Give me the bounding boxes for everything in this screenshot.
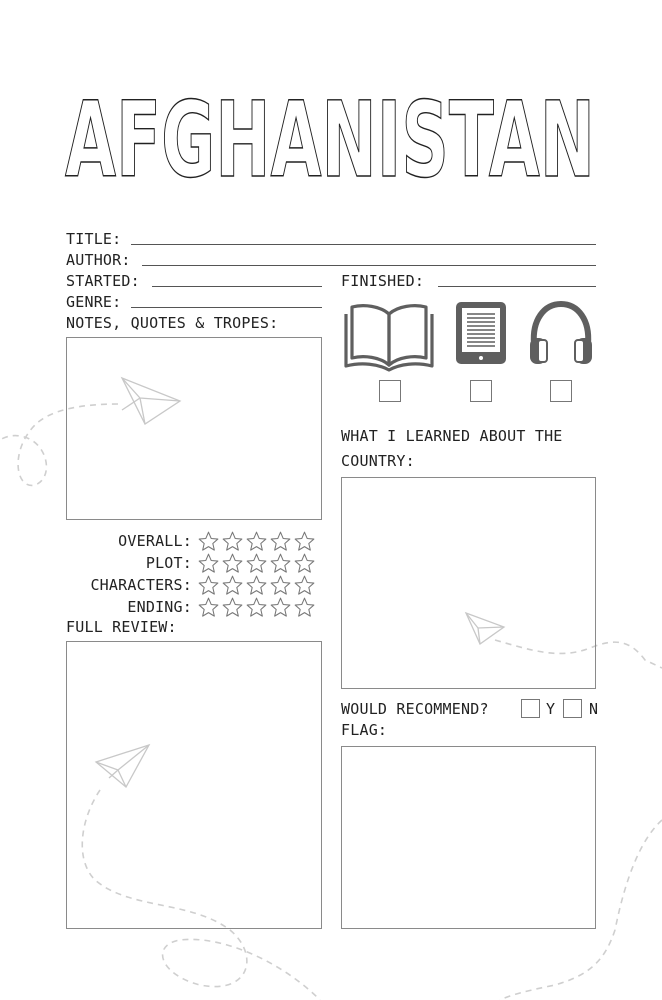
- learned-label-line1: WHAT I LEARNED ABOUT THE: [341, 427, 563, 445]
- star-icon[interactable]: [294, 575, 315, 596]
- rating-label: PLOT:: [145, 554, 192, 572]
- rating-row: [66, 530, 326, 552]
- finished-label: FINISHED:: [341, 272, 425, 290]
- star-icon[interactable]: [222, 553, 243, 574]
- genre-field[interactable]: [131, 307, 322, 308]
- rating-label: OVERALL:: [118, 532, 192, 550]
- book-icon: [344, 300, 434, 372]
- learned-label-line2: COUNTRY:: [341, 452, 415, 470]
- format-ereader-checkbox[interactable]: [470, 380, 492, 402]
- page-title: [60, 92, 600, 188]
- rating-row: [66, 596, 326, 618]
- title-field[interactable]: [131, 244, 596, 245]
- star-icon[interactable]: [246, 575, 267, 596]
- star-icon[interactable]: [222, 575, 243, 596]
- full-review-label: FULL REVIEW:: [66, 618, 177, 636]
- flag-box[interactable]: [341, 746, 596, 929]
- author-field[interactable]: [142, 265, 596, 266]
- star-icon[interactable]: [198, 575, 219, 596]
- rating-stars: [198, 553, 315, 574]
- recommend-label: WOULD RECOMMEND?: [341, 700, 489, 718]
- star-icon[interactable]: [270, 553, 291, 574]
- recommend-no-label: N: [589, 700, 599, 718]
- recommend-yes-label: Y: [546, 700, 556, 718]
- star-icon[interactable]: [198, 531, 219, 552]
- star-icon[interactable]: [270, 597, 291, 618]
- star-icon[interactable]: [246, 553, 267, 574]
- rating-row: [66, 552, 326, 574]
- learned-box[interactable]: [341, 477, 596, 689]
- author-label: AUTHOR:: [66, 251, 131, 269]
- flag-label: FLAG:: [341, 721, 388, 739]
- star-icon[interactable]: [222, 597, 243, 618]
- rating-stars: [198, 531, 315, 552]
- format-book-checkbox[interactable]: [379, 380, 401, 402]
- started-field[interactable]: [152, 286, 322, 287]
- rating-stars: [198, 575, 315, 596]
- star-icon[interactable]: [294, 531, 315, 552]
- finished-field[interactable]: [438, 286, 596, 287]
- star-icon[interactable]: [270, 575, 291, 596]
- rating-stars: [198, 597, 315, 618]
- rating-row: [66, 574, 326, 596]
- genre-label: GENRE:: [66, 293, 122, 311]
- star-icon[interactable]: [246, 597, 267, 618]
- star-icon[interactable]: [198, 597, 219, 618]
- format-audiobook-checkbox[interactable]: [550, 380, 572, 402]
- rating-label: CHARACTERS:: [90, 576, 192, 594]
- started-label: STARTED:: [66, 272, 140, 290]
- star-icon[interactable]: [270, 531, 291, 552]
- star-icon[interactable]: [294, 553, 315, 574]
- rating-label: ENDING:: [127, 598, 192, 616]
- title-label: TITLE:: [66, 230, 122, 248]
- star-icon[interactable]: [246, 531, 267, 552]
- notes-box[interactable]: [66, 337, 322, 520]
- full-review-box[interactable]: [66, 641, 322, 929]
- star-icon[interactable]: [294, 597, 315, 618]
- headphones-icon: [528, 300, 594, 368]
- svg-text:AFGHANISTAN: AFGHANISTAN: [65, 92, 595, 188]
- recommend-yes-checkbox[interactable]: [521, 699, 540, 718]
- star-icon[interactable]: [222, 531, 243, 552]
- notes-label: NOTES, QUOTES & TROPES:: [66, 314, 279, 332]
- recommend-no-checkbox[interactable]: [563, 699, 582, 718]
- star-icon[interactable]: [198, 553, 219, 574]
- ratings-section: [66, 530, 326, 618]
- ereader-icon: [455, 300, 507, 366]
